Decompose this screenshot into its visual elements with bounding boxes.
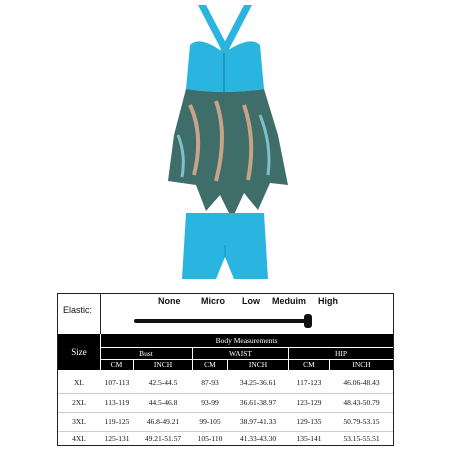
elastic-track (134, 319, 310, 323)
size-cell: 3XL (72, 417, 86, 426)
table-row (58, 394, 393, 411)
elastic-indicator (304, 314, 312, 328)
elastic-level-high: High (318, 296, 338, 306)
hip-cm-cell: 135-141 (296, 434, 322, 443)
waist-inch-cell: 36.61-38.97 (239, 398, 277, 407)
group-header-waist: WAIST (193, 347, 288, 359)
table-row (58, 374, 393, 391)
table-title: Body Measurements (100, 334, 393, 347)
header-gridline (288, 347, 289, 370)
waist-cm-cell: 93-99 (201, 398, 219, 407)
size-cell: XL (74, 378, 84, 387)
unit-header: INCH (330, 359, 393, 370)
elastic-level-none: None (158, 296, 181, 306)
waist-inch-cell: 41.33-43.30 (239, 434, 277, 443)
table-title-row (58, 334, 393, 347)
bust-cm-cell: 113-119 (104, 398, 130, 407)
elastic-level-meduim: Meduim (272, 296, 307, 306)
unit-header: CM (289, 359, 329, 370)
elastic-level-low: Low (242, 296, 260, 306)
unit-header-row (58, 359, 393, 370)
header-gridline (133, 359, 134, 370)
hip-cm-cell: 123-129 (296, 398, 322, 407)
header-gridline (227, 359, 228, 370)
size-cell: 4XL (72, 434, 86, 443)
bust-cm-cell: 107-113 (104, 378, 130, 387)
tankini-swimsuit-image (160, 5, 290, 280)
header-gridline (329, 359, 330, 370)
hip-inch-cell: 46.06-48.43 (343, 378, 380, 387)
waist-cm-cell: 99-105 (199, 417, 221, 426)
bust-cm-cell: 125-131 (104, 434, 130, 443)
unit-header: CM (193, 359, 227, 370)
waist-cm-cell: 105-110 (197, 434, 223, 443)
size-header: Size (58, 334, 100, 370)
measurements-table (58, 334, 393, 445)
unit-header: INCH (228, 359, 288, 370)
hip-inch-cell: 53.15-55.51 (343, 434, 380, 443)
hip-inch-cell: 50.79-53.15 (343, 417, 380, 426)
table-row (58, 431, 393, 446)
table-row (58, 413, 393, 430)
bust-cm-cell: 119-125 (104, 417, 130, 426)
unit-header: INCH (134, 359, 192, 370)
elastic-scale (58, 294, 393, 335)
header-gridline (100, 359, 393, 360)
group-header-bust: Bust (100, 347, 192, 359)
bust-inch-cell: 42.5-44.5 (148, 378, 178, 387)
elastic-level-micro: Micro (201, 296, 226, 306)
waist-inch-cell: 34.25-36.61 (239, 378, 277, 387)
group-header-row (58, 347, 393, 359)
header-gridline (100, 334, 101, 370)
elastic-divider (100, 294, 101, 334)
hip-inch-cell: 48.43-50.79 (343, 398, 380, 407)
unit-header: CM (100, 359, 133, 370)
size-chart (57, 293, 394, 446)
header-gridline (192, 347, 193, 370)
group-header-hip: HIP (289, 347, 393, 359)
size-cell: 2XL (72, 398, 86, 407)
waist-inch-cell: 38.97-41.33 (239, 417, 277, 426)
bust-inch-cell: 49.21-51.57 (144, 434, 182, 443)
bust-inch-cell: 46.8-49.21 (146, 417, 180, 426)
hip-cm-cell: 117-123 (296, 378, 322, 387)
bust-inch-cell: 44.5-46.8 (148, 398, 178, 407)
hip-cm-cell: 129-135 (296, 417, 322, 426)
elastic-label: Elastic: (63, 305, 93, 315)
waist-cm-cell: 87-93 (201, 378, 219, 387)
swimsuit-illustration (160, 5, 290, 280)
header-gridline (100, 347, 393, 348)
